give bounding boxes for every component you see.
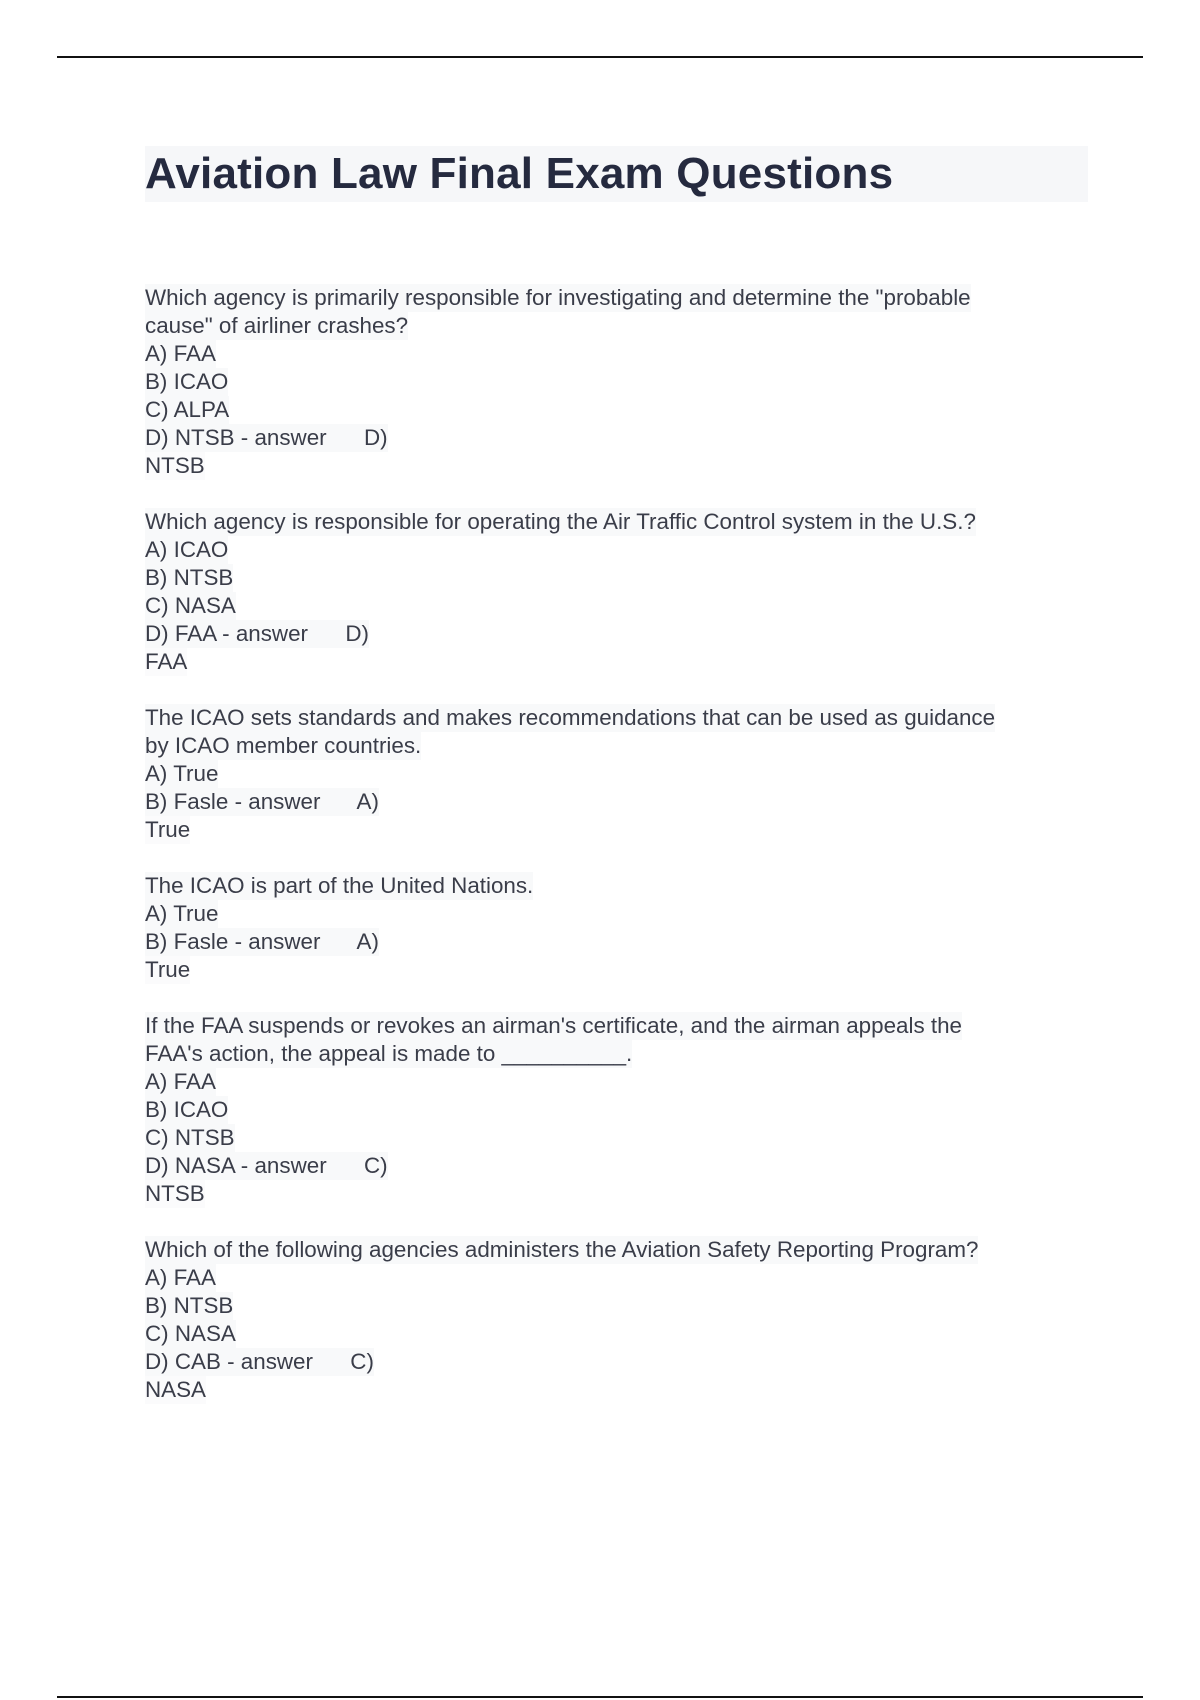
answer-key-text: NASA	[145, 1377, 206, 1402]
footer-rule	[57, 1696, 1143, 1698]
answer-option: A) True	[145, 901, 219, 926]
answer-key-line: D) FAA - answer D)	[145, 621, 369, 646]
question-list	[145, 284, 1090, 1404]
answer-option: A) FAA	[145, 1069, 216, 1094]
answer-option: B) ICAO	[145, 1097, 229, 1122]
answer-option: A) FAA	[145, 341, 216, 366]
header-rule	[57, 56, 1143, 58]
answer-key-text: NTSB	[145, 1181, 205, 1206]
question-stem-line: Which agency is responsible for operating the Air Traffic Control system in the U.S.?	[145, 509, 976, 534]
answer-option: B) NTSB	[145, 1293, 234, 1318]
answer-option: A) True	[145, 761, 219, 786]
question-stem-line: If the FAA suspends or revokes an airman's certificate, and the airman appeals the	[145, 1013, 963, 1038]
question-stem-line: The ICAO is part of the United Nations.	[145, 873, 534, 898]
answer-option: C) NASA	[145, 593, 236, 618]
answer-key-line: D) NTSB - answer D)	[145, 425, 388, 450]
answer-key-text: NTSB	[145, 453, 205, 478]
answer-option: C) ALPA	[145, 397, 230, 422]
answer-key-text: True	[145, 817, 191, 842]
answer-key-line: B) Fasle - answer A)	[145, 789, 379, 814]
question-block	[145, 1012, 1090, 1208]
page-title: Aviation Law Final Exam Questions	[145, 149, 894, 198]
answer-option: A) ICAO	[145, 537, 229, 562]
question-stem-line: cause" of airliner crashes?	[145, 313, 409, 338]
question-block	[145, 1236, 1090, 1404]
answer-key-line: D) CAB - answer C)	[145, 1349, 374, 1374]
question-stem-line: FAA's action, the appeal is made to __________.	[145, 1041, 633, 1066]
question-stem-line: Which agency is primarily responsible for investigating and determine the "probable	[145, 285, 971, 310]
question-stem-line: Which of the following agencies administers the Aviation Safety Reporting Program?	[145, 1237, 979, 1262]
answer-key-text: FAA	[145, 649, 188, 674]
answer-key-text: True	[145, 957, 191, 982]
answer-option: A) FAA	[145, 1265, 216, 1290]
question-block	[145, 704, 1090, 844]
answer-option: B) ICAO	[145, 369, 229, 394]
answer-option: B) NTSB	[145, 565, 234, 590]
answer-key-line: B) Fasle - answer A)	[145, 929, 379, 954]
page-content	[145, 146, 1090, 1432]
question-block	[145, 872, 1090, 984]
question-stem-line: The ICAO sets standards and makes recommendations that can be used as guidance	[145, 705, 996, 730]
question-stem-line: by ICAO member countries.	[145, 733, 422, 758]
answer-key-line: D) NASA - answer C)	[145, 1153, 388, 1178]
question-block	[145, 508, 1090, 676]
question-block	[145, 284, 1090, 480]
answer-option: C) NASA	[145, 1321, 236, 1346]
answer-option: C) NTSB	[145, 1125, 235, 1150]
title-band	[145, 146, 1088, 202]
